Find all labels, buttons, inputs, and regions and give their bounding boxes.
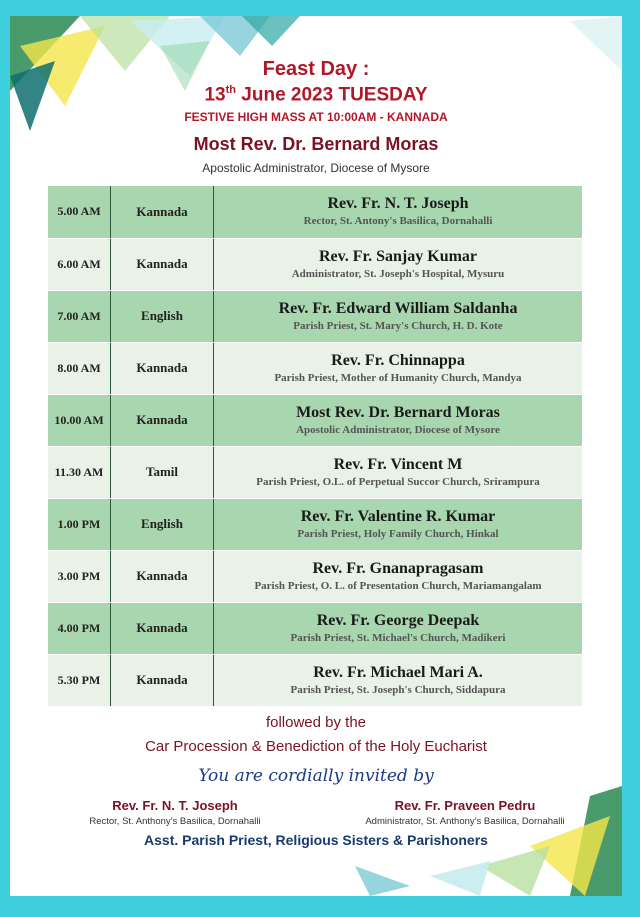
- mass-priest-cell: [214, 654, 583, 706]
- mass-language: Kannada: [111, 602, 214, 654]
- mass-priest-cell: [214, 550, 583, 602]
- procession-text: Car Procession & Benediction of the Holy Eucharist: [145, 738, 487, 755]
- mass-time: 11.30 AM: [48, 446, 111, 498]
- priest-title: Parish Priest, O. L. of Presentation Church, Mariamangalam: [254, 579, 542, 592]
- priest-title: Parish Priest, St. Joseph's Church, Siddapura: [290, 683, 506, 696]
- host-2: [345, 798, 585, 827]
- schedule-row: [48, 446, 582, 498]
- priest-name: Rev. Fr. George Deepak: [316, 611, 480, 629]
- mass-language: Kannada: [111, 654, 214, 706]
- mass-time: 6.00 AM: [48, 238, 111, 290]
- host-1-role: Rector, St. Anthony's Basilica, Dornahalli: [89, 816, 261, 827]
- priest-name: Rev. Fr. Valentine R. Kumar: [300, 507, 496, 525]
- date-suffix: th: [225, 84, 237, 96]
- schedule-row: [48, 342, 582, 394]
- mass-time: 5.00 AM: [48, 186, 111, 238]
- feast-date: [10, 84, 622, 106]
- mass-language: Kannada: [111, 342, 214, 394]
- mass-priest-cell: [214, 290, 583, 342]
- mass-time: 5.30 PM: [48, 654, 111, 706]
- mass-language: Tamil: [111, 446, 214, 498]
- host-1: [60, 798, 290, 827]
- mass-time: 8.00 AM: [48, 342, 111, 394]
- host-2-name: Rev. Fr. Praveen Pedru: [394, 798, 536, 813]
- feast-title: Feast Day :: [262, 58, 370, 80]
- priest-title: Parish Priest, O.L. of Perpetual Succor Church, Srirampura: [256, 475, 540, 488]
- host-1-name: Rev. Fr. N. T. Joseph: [112, 798, 238, 813]
- priest-name: Most Rev. Dr. Bernard Moras: [296, 403, 500, 421]
- schedule-row: [48, 602, 582, 654]
- priest-name: Rev. Fr. Gnanapragasam: [312, 559, 484, 577]
- schedule-row: [48, 498, 582, 550]
- schedule-row: [48, 186, 582, 238]
- mass-language: English: [111, 290, 214, 342]
- priest-title: Administrator, St. Joseph's Hospital, Mysuru: [291, 267, 505, 280]
- schedule-row: [48, 394, 582, 446]
- schedule-row: [48, 654, 582, 706]
- mass-time: 7.00 AM: [48, 290, 111, 342]
- mass-time: 4.00 PM: [48, 602, 111, 654]
- date-day: 13: [204, 84, 226, 106]
- invitation-card: [10, 16, 622, 896]
- priest-title: Parish Priest, St. Mary's Church, H. D. Kote: [293, 319, 503, 332]
- priest-title: Parish Priest, St. Michael's Church, Madikeri: [290, 631, 506, 644]
- priest-name: Rev. Fr. Edward William Saldanha: [278, 299, 518, 317]
- schedule-row: [48, 550, 582, 602]
- mass-language: Kannada: [111, 394, 214, 446]
- closing-line: Asst. Parish Priest, Religious Sisters & Parishoners: [144, 832, 488, 848]
- priest-title: Rector, St. Antony's Basilica, Dornahalli: [303, 215, 493, 228]
- mass-language: English: [111, 498, 214, 550]
- invitation-text: You are cordially invited by: [198, 766, 434, 786]
- schedule-row: [48, 290, 582, 342]
- priest-name: Rev. Fr. Michael Mari A.: [313, 663, 483, 681]
- host-2-role: Administrator, St. Anthony's Basilica, Dornahalli: [365, 816, 565, 827]
- mass-time: 3.00 PM: [48, 550, 111, 602]
- festive-mass-line: FESTIVE HIGH MASS AT 10:00AM - KANNADA: [184, 110, 448, 124]
- mass-language: Kannada: [111, 550, 214, 602]
- mass-priest-cell: [214, 498, 583, 550]
- schedule-row: [48, 238, 582, 290]
- mass-priest-cell: [214, 238, 583, 290]
- priest-title: Parish Priest, Mother of Humanity Church, Mandya: [274, 371, 522, 384]
- mass-schedule-table: [48, 186, 582, 707]
- priest-name: Rev. Fr. N. T. Joseph: [327, 195, 469, 213]
- mass-priest-cell: [214, 602, 583, 654]
- main-celebrant-name: Most Rev. Dr. Bernard Moras: [193, 134, 439, 154]
- mass-priest-cell: [214, 342, 583, 394]
- priest-name: Rev. Fr. Vincent M: [333, 455, 463, 473]
- mass-language: Kannada: [111, 186, 214, 238]
- mass-priest-cell: [214, 446, 583, 498]
- mass-priest-cell: [214, 186, 583, 238]
- followed-by-text: followed by the: [265, 714, 367, 731]
- main-celebrant-role: Apostolic Administrator, Diocese of Mysore: [202, 161, 430, 175]
- mass-time: 10.00 AM: [48, 394, 111, 446]
- mass-priest-cell: [214, 394, 583, 446]
- priest-name: Rev. Fr. Chinnappa: [331, 351, 465, 369]
- date-rest: June 2023 TUESDAY: [236, 84, 428, 106]
- priest-name: Rev. Fr. Sanjay Kumar: [318, 247, 478, 265]
- priest-title: Apostolic Administrator, Diocese of Mysore: [296, 423, 500, 436]
- priest-title: Parish Priest, Holy Family Church, Hinkal: [297, 527, 499, 540]
- mass-language: Kannada: [111, 238, 214, 290]
- mass-time: 1.00 PM: [48, 498, 111, 550]
